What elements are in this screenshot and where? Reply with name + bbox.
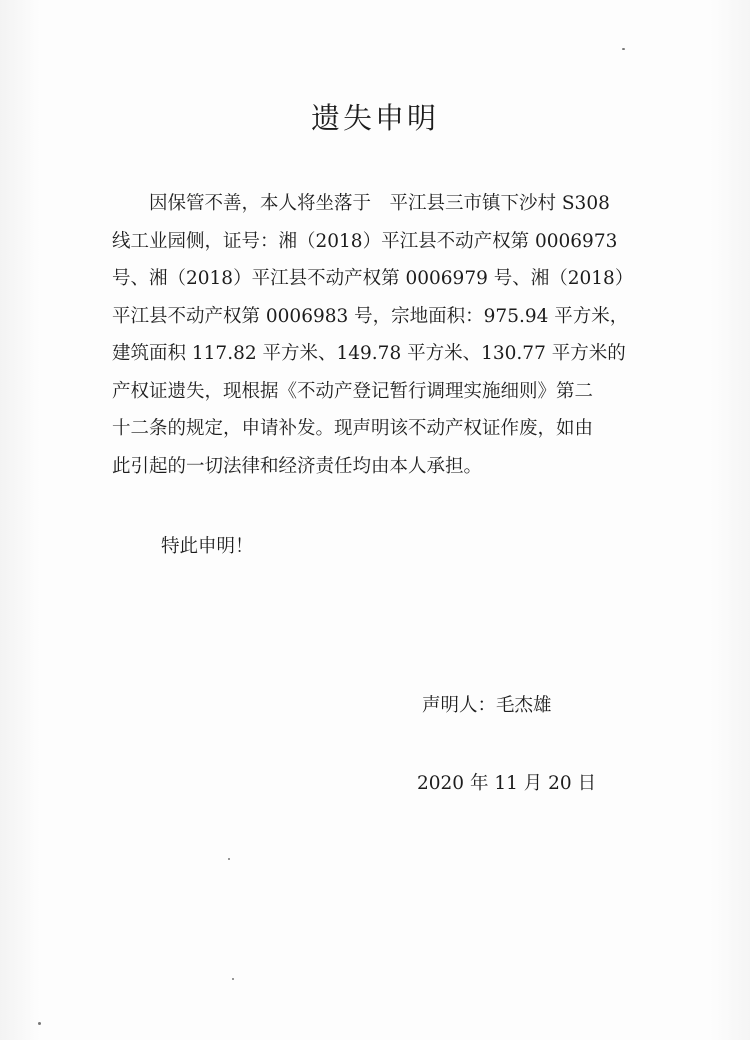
closing-statement: 特此申明！ bbox=[161, 536, 254, 557]
date-line: 2020 年 11 月 20 日 bbox=[417, 773, 597, 794]
scan-speck bbox=[232, 978, 234, 980]
scan-speck bbox=[622, 48, 625, 50]
body-line-7: 十二条的规定，申请补发。现声明该不动产权证作废，如由 bbox=[112, 418, 594, 439]
body-line-5: 建筑面积 117.82 平方米、149.78 平方米、130.77 平方米的 bbox=[112, 343, 626, 364]
body-line-1: 因保管不善，本人将坐落于 平江县三市镇下沙村 S308 bbox=[149, 193, 610, 214]
body-line-2: 线工业园侧，证号：湘（2018）平江县不动产权第 0006973 bbox=[112, 230, 618, 252]
document-title: 遗失申明 bbox=[310, 101, 439, 135]
scan-speck bbox=[38, 1022, 41, 1025]
statement-body bbox=[112, 185, 642, 485]
signer-line: 声明人：毛杰雄 bbox=[422, 695, 552, 716]
body-line-8: 此引起的一切法律和经济责任均由本人承担。 bbox=[112, 455, 483, 477]
scan-speck bbox=[228, 858, 230, 860]
body-line-6: 产权证遗失，现根据《不动产登记暂行调理实施细则》第二 bbox=[112, 380, 594, 402]
body-line-4: 平江县不动产权第 0006983 号，宗地面积：975.94 平方米， bbox=[112, 305, 629, 327]
body-line-3: 号、湘（2018）平江县不动产权第 0006979 号、湘（2018） bbox=[112, 268, 634, 289]
